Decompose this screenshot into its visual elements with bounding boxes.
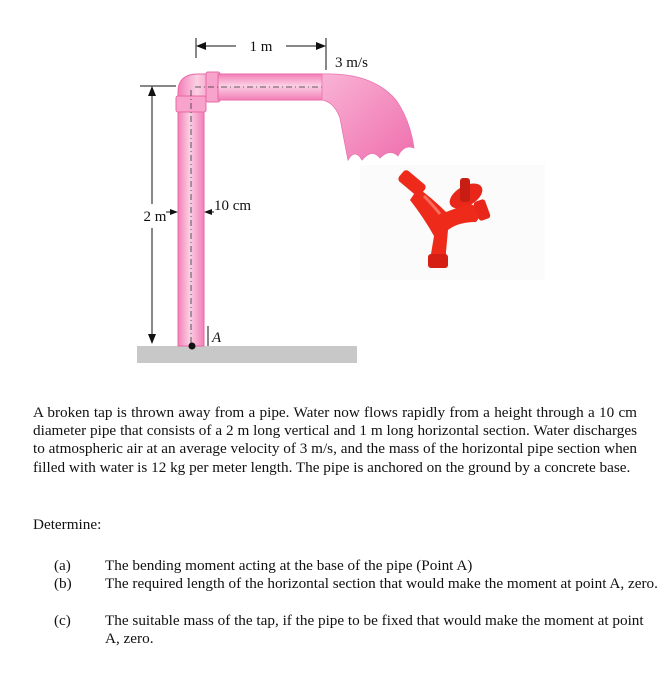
question-text: The suitable mass of the tap, if the pipe to be fixed that would make the moment at point A, zero.: [105, 612, 644, 648]
point-a-marker: [189, 343, 196, 350]
water-jet: [322, 74, 414, 160]
determine-heading: Determine:: [33, 516, 102, 533]
question-text: The bending moment acting at the base of the pipe (Point A): [105, 557, 473, 574]
question-number: (a): [54, 557, 71, 574]
question-text: The required length of the horizontal section that would make the moment at point A, zero.: [105, 575, 658, 592]
broken-tap-illustration: [360, 165, 545, 280]
diameter-label: 10 cm: [214, 198, 252, 214]
point-a-label: A: [212, 330, 222, 346]
velocity-label: 3 m/s: [335, 55, 368, 71]
vertical-length-label: 2 m: [143, 209, 167, 225]
problem-statement: A broken tap is thrown away from a pipe. Water now flows rapidly from a height through a 10 cm diameter pipe that consists of a 2 m long vertical and 1 m long horizontal section. Water discharges to atmospheric air at an average velocity of 3 m/s, and the mass of the horizontal pipe section when filled with water is 12 kg per meter length. The pipe is anchored on the ground by a concrete base.: [33, 404, 637, 476]
question-number: (c): [54, 612, 71, 629]
question-number: (b): [54, 575, 72, 592]
ground-base: [137, 346, 357, 363]
horizontal-length-label: 1 m: [249, 39, 273, 55]
